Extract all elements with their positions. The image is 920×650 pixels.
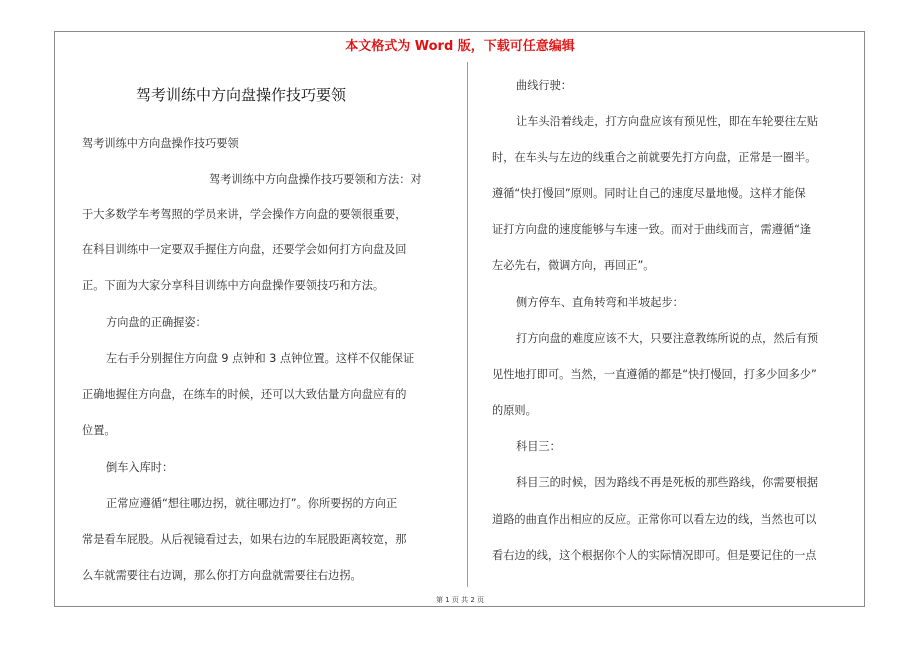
paragraph-line: 位置。: [82, 424, 116, 437]
paragraph-line: 证打方向盘的速度能够与车速一致。而对于曲线而言，需遵循“逢: [492, 223, 812, 236]
paragraph-line: 看右边的线，这个根据你个人的实际情况即可。但是要记住的一点: [492, 549, 817, 562]
paragraph-line: 驾考训练中方向盘操作技巧要领和方法：对: [209, 173, 422, 186]
paragraph-line: 的原则。: [492, 404, 537, 417]
paragraph-line: 正。下面为大家分享科目训练中方向盘操作要领技巧和方法。: [82, 279, 385, 292]
paragraph-line: 左右手分别握住方向盘 9 点钟和 3 点钟位置。这样不仅能保证: [106, 352, 415, 365]
paragraph-line: 让车头沿着线走，打方向盘应该有预见性，即在车轮要往左贴: [516, 115, 819, 128]
header-banner: 本文格式为 Word 版，下载可任意编辑: [345, 39, 575, 54]
paragraph-line: 么车就需要往右边调，那么你打方向盘就需要往右边拐。: [82, 569, 362, 582]
paragraph-line: 正常应遵循“想往哪边拐，就往哪边打”。你所要拐的方向正: [106, 497, 398, 510]
paragraph-line: 时，在车头与左边的线重合之前就要先打方向盘，正常是一圈半。: [492, 151, 817, 164]
paragraph-line: 打方向盘的难度应该不大，只要注意教练所说的点，然后有预: [516, 332, 819, 345]
section-heading: 倒车入库时：: [106, 461, 174, 474]
paragraph-line: 左必先右，微调方向，再回正”。: [492, 259, 655, 272]
paragraph-line: 在科目训练中一定要双手握住方向盘，还要学会如何打方向盘及回: [82, 243, 407, 256]
paragraph-line: 遵循“快打慢回”原则。同时让自己的速度尽量地慢。这样才能保: [492, 187, 806, 200]
subtitle-line: 驾考训练中方向盘操作技巧要领: [82, 137, 239, 150]
page-number: 第 1 页 共 2 页: [435, 596, 485, 604]
paragraph-line: 道路的曲直作出相应的反应。正常你可以看左边的线，当然也可以: [492, 513, 817, 526]
section-heading: 方向盘的正确握姿：: [106, 316, 207, 329]
paragraph-line: 于大多数学车考驾照的学员来讲，学会操作方向盘的要领很重要，: [82, 208, 407, 221]
paragraph-line: 常是看车屁股。从后视镜看过去，如果右边的车屁股距离较宽，那: [82, 533, 407, 546]
section-heading: 曲线行驶：: [516, 79, 572, 92]
document-title: 驾考训练中方向盘操作技巧要领: [136, 86, 347, 104]
paragraph-line: 正确地握住方向盘，在练车的时候，还可以大致估量方向盘应有的: [82, 388, 407, 401]
section-heading: 科目三：: [516, 440, 561, 453]
column-divider: [467, 62, 468, 587]
paragraph-line: 见性地打即可。当然，一直遵循的都是“快打慢回，打多少回多少”: [492, 368, 817, 381]
section-heading: 侧方停车、直角转弯和半坡起步：: [516, 296, 684, 309]
paragraph-line: 科目三的时候，因为路线不再是死板的那些路线，你需要根据: [516, 476, 819, 489]
